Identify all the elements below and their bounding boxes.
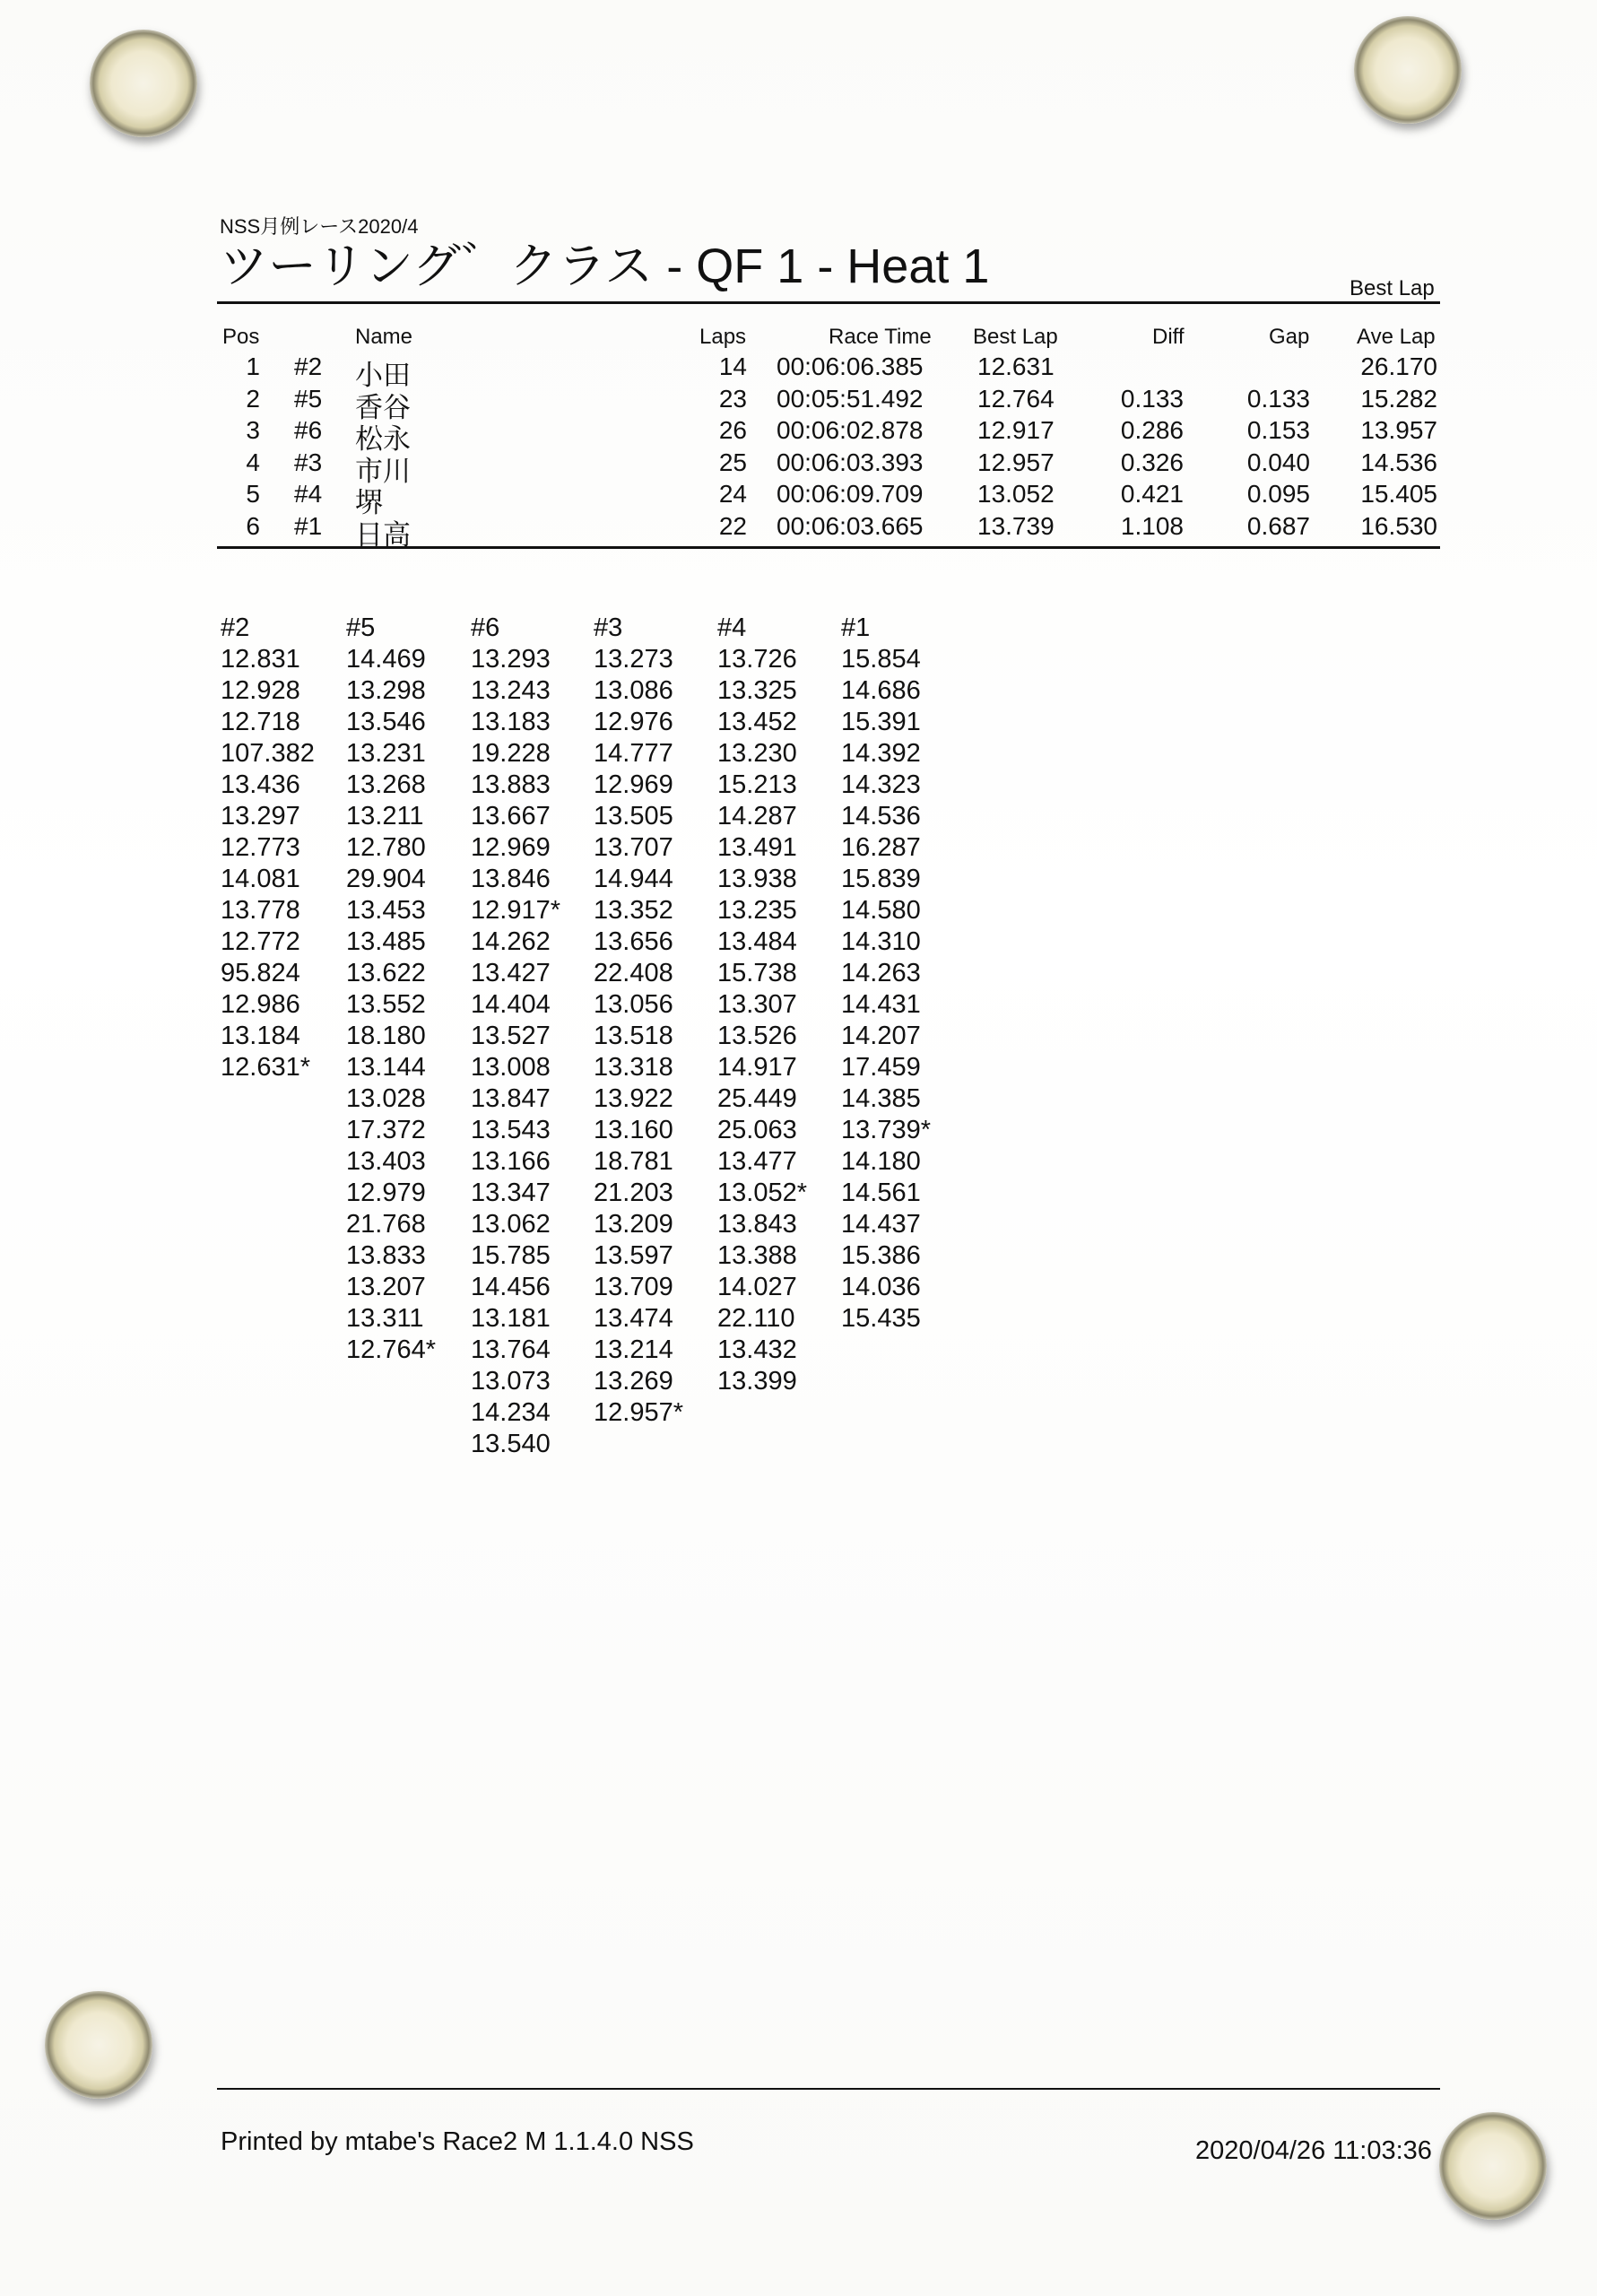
lap-time: 13.491 xyxy=(717,833,797,862)
result-pos: 3 xyxy=(246,416,260,444)
result-driver-name: 小田 xyxy=(355,360,411,391)
lap-time: 13.432 xyxy=(717,1335,797,1364)
lap-time: 13.540 xyxy=(471,1430,551,1458)
result-pos: 1 xyxy=(246,352,260,380)
lap-time: 12.831 xyxy=(221,645,300,674)
lap-time: 14.262 xyxy=(471,927,551,956)
lap-time: 14.580 xyxy=(841,896,921,925)
result-laps: 26 xyxy=(718,416,747,444)
lap-time: 12.773 xyxy=(221,833,300,862)
lap-time: 14.180 xyxy=(841,1147,921,1176)
lap-time: 15.391 xyxy=(841,708,921,736)
lap-time: 22.408 xyxy=(594,959,673,987)
lap-column xyxy=(471,613,560,1460)
lap-time: 14.404 xyxy=(471,990,551,1019)
lap-time: 15.435 xyxy=(841,1304,921,1333)
lap-time: 14.263 xyxy=(841,959,921,987)
lap-time: 13.388 xyxy=(717,1241,797,1270)
result-ave-lap: 14.536 xyxy=(1360,448,1437,476)
result-race-time: 00:06:03.393 xyxy=(777,448,924,476)
lap-time: 14.777 xyxy=(594,739,673,768)
results-divider xyxy=(217,546,1440,549)
lap-time: 12.957* xyxy=(594,1398,683,1427)
result-gap: 0.133 xyxy=(1246,384,1310,413)
lap-time: 13.273 xyxy=(594,645,673,674)
lap-time: 14.944 xyxy=(594,865,673,893)
lap-time: 12.969 xyxy=(594,770,673,799)
result-best-lap: 13.052 xyxy=(977,480,1055,508)
lap-time: 14.561 xyxy=(841,1178,921,1207)
lap-time: 13.052* xyxy=(717,1178,807,1207)
lap-time: 13.597 xyxy=(594,1241,673,1270)
result-laps: 23 xyxy=(718,384,747,413)
lap-time: 13.166 xyxy=(471,1147,551,1176)
lap-time: 15.213 xyxy=(717,770,797,799)
lap-time: 25.449 xyxy=(717,1084,797,1113)
lap-time: 12.976 xyxy=(594,708,673,736)
result-gap: 0.687 xyxy=(1246,511,1310,540)
column-header-gap: Gap xyxy=(1269,325,1310,349)
lap-column-car-number: #5 xyxy=(346,613,376,642)
lap-time: 13.543 xyxy=(471,1116,551,1144)
column-header-race-time: Race Time xyxy=(829,325,932,349)
result-diff: 1.108 xyxy=(1120,511,1184,540)
lap-time: 13.269 xyxy=(594,1367,673,1396)
result-car-number: #6 xyxy=(294,416,323,444)
result-car-number: #1 xyxy=(294,511,323,540)
lap-time: 13.183 xyxy=(471,708,551,736)
lap-time: 13.056 xyxy=(594,990,673,1019)
result-pos: 5 xyxy=(246,480,260,508)
print-timestamp: 2020/04/26 11:03:36 xyxy=(1195,2136,1432,2165)
lap-time: 13.214 xyxy=(594,1335,673,1364)
pushpin-icon xyxy=(45,1991,152,2099)
lap-time: 13.833 xyxy=(346,1241,426,1270)
result-pos: 2 xyxy=(246,384,260,413)
column-header-diff: Diff xyxy=(1152,325,1185,349)
lap-time: 15.785 xyxy=(471,1241,551,1270)
result-car-number: #5 xyxy=(294,384,323,413)
lap-time: 13.552 xyxy=(346,990,426,1019)
event-subtitle: NSS月例レース2020/4 xyxy=(220,215,419,238)
lap-time: 22.110 xyxy=(717,1304,795,1333)
lap-column-car-number: #2 xyxy=(221,613,250,642)
lap-time: 29.904 xyxy=(346,865,426,893)
lap-time: 13.209 xyxy=(594,1210,673,1239)
lap-column xyxy=(841,613,931,1335)
lap-time: 13.656 xyxy=(594,927,673,956)
lap-time: 13.938 xyxy=(717,865,797,893)
lap-time: 13.231 xyxy=(346,739,426,768)
lap-time: 14.536 xyxy=(841,802,921,831)
pushpin-icon xyxy=(1354,16,1462,124)
result-diff: 0.421 xyxy=(1120,480,1184,508)
lap-time: 13.399 xyxy=(717,1367,797,1396)
result-ave-lap: 15.282 xyxy=(1360,384,1437,413)
lap-column-car-number: #6 xyxy=(471,613,500,642)
best-lap-label: Best Lap xyxy=(1350,276,1435,300)
lap-time: 14.385 xyxy=(841,1084,921,1113)
page-title: ツーリング゛クラス - QF 1 - Heat 1 xyxy=(220,239,990,293)
lap-time: 14.469 xyxy=(346,645,426,674)
lap-time: 14.234 xyxy=(471,1398,551,1427)
result-driver-name: 香谷 xyxy=(355,391,411,423)
lap-column xyxy=(221,613,315,1083)
lap-time: 13.207 xyxy=(346,1273,426,1301)
lap-time: 13.307 xyxy=(717,990,797,1019)
lap-time: 13.546 xyxy=(346,708,426,736)
result-ave-lap: 15.405 xyxy=(1360,480,1437,508)
lap-time: 12.986 xyxy=(221,990,300,1019)
lap-time: 14.207 xyxy=(841,1022,921,1050)
lap-time: 13.518 xyxy=(594,1022,673,1050)
result-best-lap: 12.917 xyxy=(977,416,1055,444)
result-race-time: 00:06:02.878 xyxy=(777,416,924,444)
lap-time: 21.203 xyxy=(594,1178,673,1207)
lap-time: 17.459 xyxy=(841,1053,921,1082)
lap-time: 13.235 xyxy=(717,896,797,925)
lap-time: 13.526 xyxy=(717,1022,797,1050)
lap-time: 14.027 xyxy=(717,1273,797,1301)
lap-time: 13.726 xyxy=(717,645,797,674)
result-car-number: #3 xyxy=(294,448,323,476)
result-driver-name: 堺 xyxy=(355,487,383,518)
lap-time: 12.979 xyxy=(346,1178,426,1207)
lap-time: 13.477 xyxy=(717,1147,797,1176)
result-best-lap: 12.631 xyxy=(977,352,1055,380)
lap-time: 14.287 xyxy=(717,802,797,831)
lap-time: 13.293 xyxy=(471,645,551,674)
lap-time: 12.631* xyxy=(221,1053,310,1082)
footer-divider xyxy=(217,2088,1440,2090)
lap-time: 13.739* xyxy=(841,1116,931,1144)
lap-time: 12.764* xyxy=(346,1335,436,1364)
lap-time: 13.485 xyxy=(346,927,426,956)
result-driver-name: 市川 xyxy=(355,455,411,487)
result-pos: 4 xyxy=(246,448,260,476)
result-gap: 0.040 xyxy=(1246,448,1310,476)
lap-time: 13.883 xyxy=(471,770,551,799)
lap-time: 13.484 xyxy=(717,927,797,956)
result-car-number: #2 xyxy=(294,352,323,380)
result-gap: 0.095 xyxy=(1246,480,1310,508)
lap-time: 14.437 xyxy=(841,1210,921,1239)
lap-time: 14.036 xyxy=(841,1273,921,1301)
lap-time: 13.184 xyxy=(221,1022,300,1050)
column-header-driver-name: Name xyxy=(355,325,413,349)
lap-time: 18.180 xyxy=(346,1022,426,1050)
result-ave-lap: 26.170 xyxy=(1360,352,1437,380)
lap-time: 12.917* xyxy=(471,896,560,925)
lap-time: 13.144 xyxy=(346,1053,426,1082)
lap-time: 13.073 xyxy=(471,1367,551,1396)
column-header-ave-lap: Ave Lap xyxy=(1357,325,1436,349)
lap-time: 13.160 xyxy=(594,1116,673,1144)
result-ave-lap: 13.957 xyxy=(1360,416,1437,444)
pushpin-icon xyxy=(1439,2112,1547,2220)
lap-time: 12.969 xyxy=(471,833,551,862)
lap-time: 13.622 xyxy=(346,959,426,987)
result-race-time: 00:06:03.665 xyxy=(777,511,924,540)
column-header-best-lap: Best Lap xyxy=(973,325,1058,349)
result-ave-lap: 16.530 xyxy=(1360,511,1437,540)
lap-time: 14.917 xyxy=(717,1053,797,1082)
lap-time: 13.347 xyxy=(471,1178,551,1207)
lap-time: 15.386 xyxy=(841,1241,921,1270)
lap-time: 18.781 xyxy=(594,1147,673,1176)
lap-time: 13.436 xyxy=(221,770,300,799)
lap-time: 25.063 xyxy=(717,1116,797,1144)
result-best-lap: 13.739 xyxy=(977,511,1055,540)
pushpin-icon xyxy=(90,30,197,137)
lap-column-car-number: #1 xyxy=(841,613,871,642)
lap-column xyxy=(717,613,807,1397)
result-car-number: #4 xyxy=(294,480,323,508)
lap-time: 13.181 xyxy=(471,1304,551,1333)
lap-column xyxy=(346,613,436,1366)
lap-time: 13.325 xyxy=(717,676,797,705)
result-best-lap: 12.764 xyxy=(977,384,1055,413)
lap-time: 13.764 xyxy=(471,1335,551,1364)
result-race-time: 00:06:09.709 xyxy=(777,480,924,508)
lap-time: 13.427 xyxy=(471,959,551,987)
lap-time: 13.922 xyxy=(594,1084,673,1113)
lap-time: 13.243 xyxy=(471,676,551,705)
lap-time: 14.686 xyxy=(841,676,921,705)
lap-time: 15.738 xyxy=(717,959,797,987)
lap-time: 14.392 xyxy=(841,739,921,768)
result-race-time: 00:06:06.385 xyxy=(777,352,924,380)
lap-time: 17.372 xyxy=(346,1116,426,1144)
lap-time: 13.452 xyxy=(717,708,797,736)
lap-time: 13.028 xyxy=(346,1084,426,1113)
lap-time: 13.843 xyxy=(717,1210,797,1239)
result-diff: 0.326 xyxy=(1120,448,1184,476)
lap-time: 13.847 xyxy=(471,1084,551,1113)
result-laps: 25 xyxy=(718,448,747,476)
lap-time: 13.352 xyxy=(594,896,673,925)
result-diff: 0.133 xyxy=(1120,384,1184,413)
lap-time: 12.772 xyxy=(221,927,300,956)
lap-time: 13.707 xyxy=(594,833,673,862)
lap-time: 12.780 xyxy=(346,833,426,862)
result-laps: 14 xyxy=(718,352,747,380)
result-laps: 22 xyxy=(718,511,747,540)
lap-time: 13.230 xyxy=(717,739,797,768)
lap-time: 13.667 xyxy=(471,802,551,831)
lap-time: 14.456 xyxy=(471,1273,551,1301)
lap-time: 15.854 xyxy=(841,645,921,674)
lap-time: 13.086 xyxy=(594,676,673,705)
lap-time: 15.839 xyxy=(841,865,921,893)
lap-time: 13.778 xyxy=(221,896,300,925)
column-header-laps: Laps xyxy=(699,325,747,349)
lap-time: 95.824 xyxy=(221,959,300,987)
lap-time: 13.311 xyxy=(346,1304,424,1333)
lap-time: 14.081 xyxy=(221,865,300,893)
lap-time: 13.527 xyxy=(471,1022,551,1050)
lap-time: 13.062 xyxy=(471,1210,551,1239)
result-driver-name: 日高 xyxy=(355,518,411,551)
lap-time: 13.318 xyxy=(594,1053,673,1082)
lap-time: 13.474 xyxy=(594,1304,673,1333)
lap-time: 19.228 xyxy=(471,739,551,768)
lap-time: 13.297 xyxy=(221,802,300,831)
lap-time: 13.403 xyxy=(346,1147,426,1176)
lap-time: 14.323 xyxy=(841,770,921,799)
lap-column-car-number: #4 xyxy=(717,613,747,642)
result-best-lap: 12.957 xyxy=(977,448,1055,476)
lap-time: 107.382 xyxy=(221,739,315,768)
result-gap: 0.153 xyxy=(1246,416,1310,444)
lap-time: 13.268 xyxy=(346,770,426,799)
result-race-time: 00:05:51.492 xyxy=(777,384,924,413)
lap-time: 12.928 xyxy=(221,676,300,705)
header-divider xyxy=(217,301,1440,304)
result-driver-name: 松永 xyxy=(355,423,411,455)
lap-time: 14.431 xyxy=(841,990,921,1019)
lap-time: 13.211 xyxy=(346,802,424,831)
lap-time: 13.008 xyxy=(471,1053,551,1082)
lap-time: 13.846 xyxy=(471,865,551,893)
lap-column xyxy=(594,613,683,1429)
lap-time: 21.768 xyxy=(346,1210,426,1239)
lap-time: 13.453 xyxy=(346,896,426,925)
lap-time: 14.310 xyxy=(841,927,921,956)
result-pos: 6 xyxy=(246,511,260,540)
lap-time: 13.709 xyxy=(594,1273,673,1301)
lap-column-car-number: #3 xyxy=(594,613,623,642)
lap-time: 16.287 xyxy=(841,833,921,862)
lap-time: 13.298 xyxy=(346,676,426,705)
lap-time: 12.718 xyxy=(221,708,300,736)
printed-by: Printed by mtabe's Race2 M 1.1.4.0 NSS xyxy=(221,2127,694,2156)
lap-time: 13.505 xyxy=(594,802,673,831)
column-header-pos: Pos xyxy=(222,325,260,349)
result-laps: 24 xyxy=(718,480,747,508)
result-diff: 0.286 xyxy=(1120,416,1184,444)
